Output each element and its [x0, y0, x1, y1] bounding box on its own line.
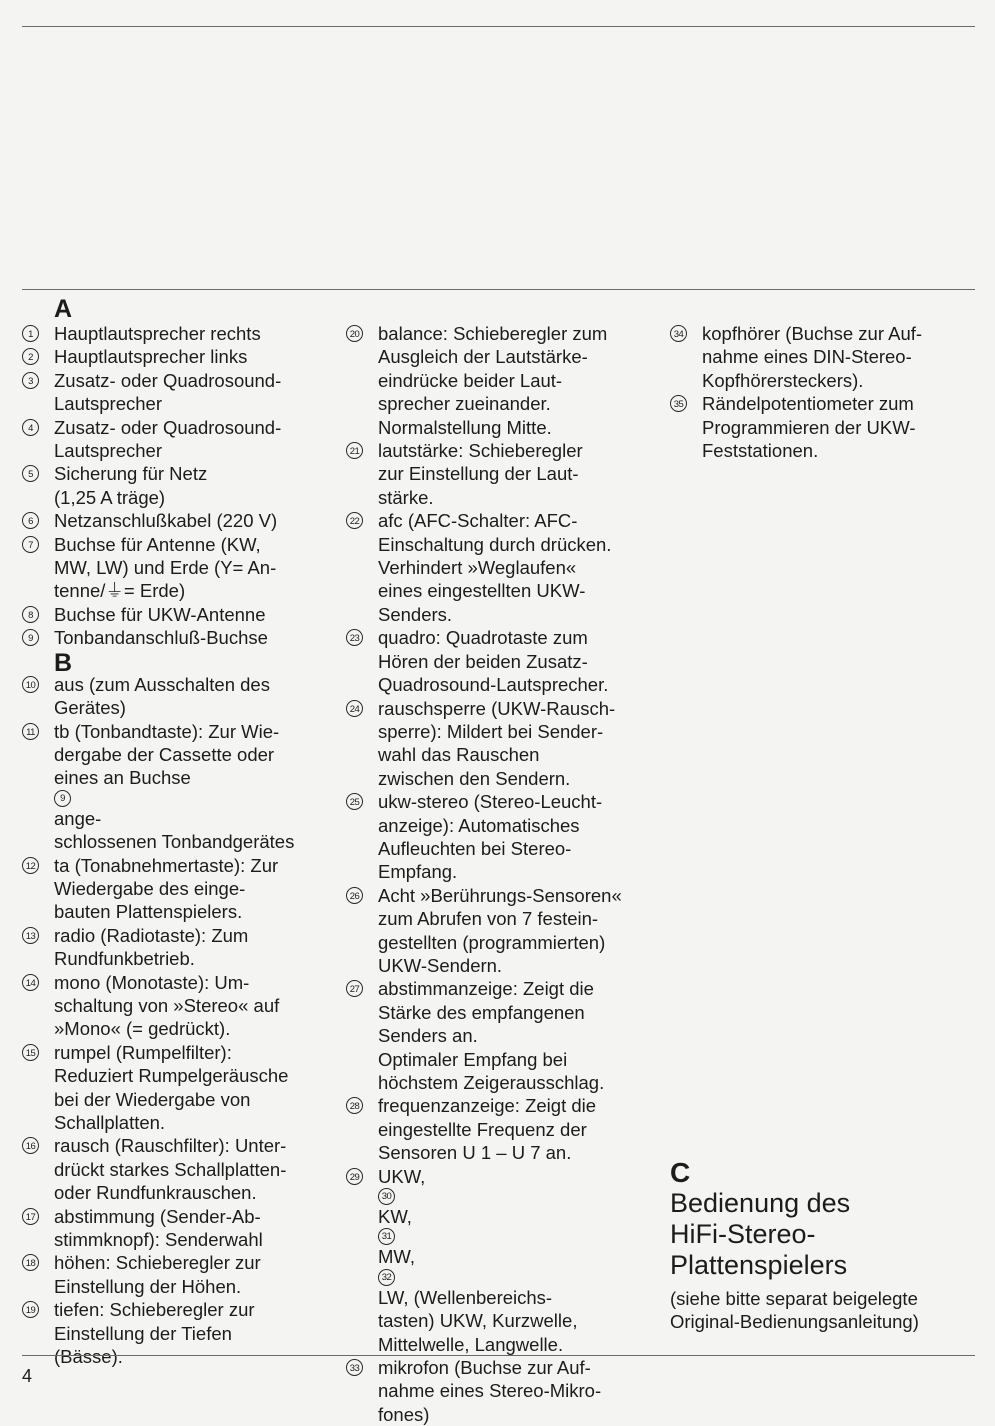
item-line: schlossenen Tonbandgerätes	[54, 831, 295, 853]
item-text	[378, 509, 666, 626]
list-item	[22, 673, 344, 720]
item-line: radio (Radiotaste): Zum	[54, 924, 249, 946]
section-b-list-col3	[670, 322, 975, 462]
item-line: Kopfhörersteckers).	[702, 369, 864, 391]
item-line: tasten) UKW, Kurzwelle,	[378, 1310, 578, 1332]
item-text	[54, 1298, 344, 1368]
item-line: Schallplatten.	[54, 1112, 166, 1133]
item-line: gestellten (programmierten)	[378, 931, 606, 953]
item-line: Wiedergabe des einge-	[54, 877, 246, 899]
item-number-badge: 24	[346, 700, 363, 717]
item-line: nahme eines DIN-Stereo-	[702, 346, 912, 368]
item-line: bei der Wiedergabe von	[54, 1088, 251, 1110]
item-line: quadro: Quadrotaste zum	[378, 627, 588, 649]
item-number-badge: 21	[346, 442, 363, 459]
item-line: (1,25 A träge)	[54, 486, 166, 508]
item-line: Feststationen.	[702, 440, 819, 462]
item-line: Hauptlautsprecher links	[54, 346, 248, 368]
item-number-badge: 9	[22, 629, 39, 646]
item-number-badge: 12	[22, 857, 39, 874]
section-c	[670, 1158, 980, 1333]
page-number: 4	[22, 1366, 33, 1386]
inline-number-badge: 30	[378, 1188, 395, 1205]
item-line: Programmieren der UKW-	[702, 416, 916, 438]
item-line: Ausgleich der Lautstärke-	[378, 346, 588, 368]
list-item	[22, 971, 344, 1041]
item-number-badge: 14	[22, 974, 39, 991]
item-number-badge: 28	[346, 1097, 363, 1114]
list-item	[22, 720, 344, 767]
list-item	[346, 509, 666, 626]
item-line: Acht »Berührungs-Sensoren«	[378, 884, 622, 906]
section-c-heading: C	[670, 1157, 691, 1188]
item-text	[54, 345, 344, 368]
item-text	[378, 884, 666, 978]
item-line: Sensoren U 1 – U 7 an.	[378, 1142, 572, 1164]
item-line: stimmknopf): Senderwahl	[54, 1229, 263, 1251]
item-text	[54, 720, 344, 767]
item-line: wahl das Rauschen	[378, 744, 540, 766]
item-text	[54, 416, 344, 463]
item-line: Tonbandanschluß-Buchse	[54, 627, 268, 649]
item-text	[54, 924, 344, 971]
item-text	[54, 462, 344, 509]
item-line	[54, 766, 344, 830]
item-line: Einschaltung durch drücken.	[378, 533, 612, 555]
item-line: abstimmanzeige: Zeigt die	[378, 978, 594, 1000]
item-text	[378, 977, 666, 1094]
item-line: Mittelwelle, Langwelle.	[378, 1333, 564, 1355]
item-number-badge: 20	[346, 325, 363, 342]
list-item	[346, 697, 666, 791]
list-item	[22, 416, 344, 463]
item-line: Hauptlautsprecher rechts	[54, 323, 261, 344]
title-line: Plattenspielers	[670, 1250, 848, 1280]
list-item	[22, 322, 344, 345]
item-line: Lautsprecher	[54, 393, 162, 415]
item-line: Einstellung der Höhen.	[54, 1275, 242, 1297]
item-line: sperre): Mildert bei Sender-	[378, 720, 604, 742]
item-line: Sicherung für Netz	[54, 463, 208, 485]
item-line: Quadrosound-Lautsprecher.	[378, 674, 609, 696]
item-text	[54, 1134, 344, 1204]
item-text	[378, 1356, 666, 1426]
item-line: zum Abrufen von 7 festein-	[378, 908, 599, 930]
section-b-list-col2	[346, 322, 666, 1165]
item-number-badge: 27	[346, 980, 363, 997]
item-text	[378, 626, 666, 696]
item-line: bauten Plattenspielers.	[54, 901, 243, 923]
section-rule	[22, 289, 975, 290]
item-line: balance: Schieberegler zum	[378, 323, 608, 344]
item-number-badge: 3	[22, 372, 39, 389]
item-number-badge: 4	[22, 419, 39, 436]
item-text	[54, 673, 344, 720]
item-line	[378, 1165, 666, 1269]
item-line: Zusatz- oder Quadrosound-	[54, 416, 282, 438]
item-number-badge: 10	[22, 676, 39, 693]
item-line: ta (Tonabnehmertaste): Zur	[54, 854, 279, 876]
item-text	[54, 322, 344, 345]
list-item	[670, 322, 975, 392]
list-item	[22, 369, 344, 416]
inline-number-badge: 9	[54, 790, 71, 807]
item-line: höchstem Zeigerausschlag.	[378, 1072, 605, 1093]
column-2	[346, 322, 666, 1426]
top-rule	[22, 26, 975, 27]
list-item	[346, 790, 666, 884]
item-text-part: UKW,	[378, 1165, 426, 1187]
item-text	[54, 854, 344, 924]
item-line: fones)	[378, 1403, 430, 1425]
item-text	[54, 509, 344, 532]
item-line: frequenzanzeige: Zeigt die	[378, 1095, 597, 1117]
item-line: lautstärke: Schieberegler	[378, 440, 583, 462]
item-line: eingestellte Frequenz der	[378, 1118, 587, 1140]
item-number-badge: 33	[346, 1359, 363, 1376]
item-line: eindrücke beider Laut-	[378, 369, 563, 391]
item-line: afc (AFC-Schalter: AFC-	[378, 510, 578, 532]
item-text	[54, 369, 344, 416]
item-line: (Bässe).	[54, 1346, 123, 1368]
item-line: ukw-stereo (Stereo-Leucht-	[378, 791, 603, 813]
title-line: HiFi-Stereo-	[670, 1219, 816, 1249]
item-number-badge: 7	[22, 536, 39, 553]
list-item	[346, 439, 666, 509]
item-line: nahme eines Stereo-Mikro-	[378, 1380, 602, 1402]
item-line: oder Rundfunkrauschen.	[54, 1182, 257, 1204]
list-item	[22, 345, 344, 368]
item-line: Lautsprecher	[54, 440, 162, 462]
section-b-heading: B	[54, 648, 73, 677]
item-number-badge: 11	[22, 723, 39, 740]
item-number-badge: 18	[22, 1254, 39, 1271]
item-text	[54, 533, 344, 603]
item-line	[378, 1269, 666, 1309]
item-line: schaltung von »Stereo« auf	[54, 994, 280, 1016]
item-line: kopfhörer (Buchse zur Auf-	[702, 323, 923, 344]
list-item	[22, 1251, 344, 1298]
item-text	[378, 697, 666, 791]
list-item	[346, 626, 666, 696]
item-number-badge: 26	[346, 887, 363, 904]
list-item	[346, 1165, 666, 1356]
list-item	[346, 322, 666, 439]
item-number-badge: 15	[22, 1044, 39, 1061]
section-a-list	[22, 322, 344, 650]
item-text	[54, 603, 344, 626]
item-text	[54, 766, 344, 853]
item-text	[702, 392, 975, 462]
title-line: Bedienung des	[670, 1188, 851, 1218]
item-line: Verhindert »Weglaufen«	[378, 557, 577, 579]
item-number-badge: 13	[22, 927, 39, 944]
list-item-continuation	[22, 766, 344, 853]
item-text	[54, 1205, 344, 1252]
item-line: sprecher zueinander.	[378, 393, 551, 415]
item-line: eines eingestellten UKW-	[378, 580, 586, 602]
section-b-list-col2-end	[346, 1356, 666, 1426]
item-number-badge: 16	[22, 1137, 39, 1154]
item-line: zur Einstellung der Laut-	[378, 463, 579, 485]
item-line: Aufleuchten bei Stereo-	[378, 837, 572, 859]
item-line: Reduziert Rumpelgeräusche	[54, 1065, 289, 1087]
item-line: Buchse für UKW-Antenne	[54, 603, 266, 625]
item-line: Zusatz- oder Quadrosound-	[54, 369, 282, 391]
item-line: rauschsperre (UKW-Rausch-	[378, 697, 616, 719]
item-line: stärke.	[378, 486, 434, 508]
list-item	[22, 603, 344, 626]
item-text-part: MW,	[378, 1246, 415, 1268]
item-line: anzeige): Automatisches	[378, 814, 580, 836]
item-line: Rändelpotentiometer zum	[702, 393, 914, 415]
item-line: Empfang.	[378, 861, 458, 883]
list-item	[22, 924, 344, 971]
section-b-list-col1	[22, 673, 344, 1369]
item-number-badge: 1	[22, 325, 39, 342]
item-line: tenne/⏚= Erde)	[54, 580, 186, 602]
item-text	[54, 1041, 344, 1135]
item-line: mikrofon (Buchse zur Auf-	[378, 1357, 591, 1379]
item-number-badge: 22	[346, 512, 363, 529]
item-text	[378, 439, 666, 509]
list-item	[22, 1041, 344, 1135]
item-number-badge: 23	[346, 629, 363, 646]
item-line: rumpel (Rumpelfilter):	[54, 1041, 232, 1063]
inline-number-badge: 32	[378, 1269, 395, 1286]
note-line: (siehe bitte separat beigelegte	[670, 1288, 918, 1309]
item-number-badge: 2	[22, 348, 39, 365]
item-line: tb (Tonbandtaste): Zur Wie-	[54, 720, 280, 742]
item-text-part: ange-	[54, 807, 102, 829]
item-text	[54, 626, 344, 649]
list-item	[346, 1094, 666, 1164]
item-line: Normalstellung Mitte.	[378, 416, 552, 438]
item-text	[378, 1165, 666, 1356]
list-item	[22, 1134, 344, 1204]
item-line: Senders.	[378, 603, 453, 625]
item-number-badge: 25	[346, 793, 363, 810]
item-line: Hören der beiden Zusatz-	[378, 650, 588, 672]
item-text	[54, 1251, 344, 1298]
item-text-part: eines an Buchse	[54, 767, 191, 789]
item-line: Stärke des empfangenen	[378, 1001, 585, 1023]
list-item	[22, 1298, 344, 1368]
list-item	[22, 854, 344, 924]
item-line: mono (Monotaste): Um-	[54, 971, 250, 993]
list-item	[346, 1356, 666, 1426]
list-item	[22, 1205, 344, 1252]
item-number-badge: 6	[22, 512, 39, 529]
item-number-badge: 19	[22, 1301, 39, 1318]
item-line: Senders an.	[378, 1025, 478, 1047]
section-c-note	[670, 1287, 980, 1333]
list-item	[22, 509, 344, 532]
list-item	[346, 884, 666, 978]
item-line: rausch (Rauschfilter): Unter-	[54, 1135, 287, 1157]
list-item	[22, 626, 344, 649]
column-1	[22, 296, 344, 1368]
list-item	[22, 462, 344, 509]
item-number-badge: 35	[670, 395, 687, 412]
list-item	[22, 533, 344, 603]
item-text	[378, 322, 666, 439]
item-line: drückt starkes Schallplatten-	[54, 1158, 287, 1180]
list-item	[670, 392, 975, 462]
item-line: Rundfunkbetrieb.	[54, 948, 195, 970]
item-text	[378, 1094, 666, 1164]
item-line: Optimaler Empfang bei	[378, 1048, 568, 1070]
list-item	[346, 977, 666, 1094]
item-line: Netzanschlußkabel (220 V)	[54, 510, 278, 532]
item-line: aus (zum Ausschalten des	[54, 673, 270, 695]
item-line: UKW-Sendern.	[378, 954, 503, 976]
item-line: Gerätes)	[54, 697, 126, 719]
item-text	[378, 790, 666, 884]
item-number-badge: 17	[22, 1208, 39, 1225]
section-a-heading: A	[54, 295, 73, 323]
item-line: Einstellung der Tiefen	[54, 1322, 232, 1344]
item-line: MW, LW) und Erde (Y= An-	[54, 557, 277, 579]
item-text	[54, 971, 344, 1041]
bottom-rule	[22, 1355, 975, 1356]
item-line: tiefen: Schieberegler zur	[54, 1299, 255, 1321]
item-line: abstimmung (Sender-Ab-	[54, 1205, 261, 1227]
item-number-badge: 8	[22, 606, 39, 623]
item-line: Buchse für Antenne (KW,	[54, 533, 261, 555]
item-line: zwischen den Sendern.	[378, 767, 571, 789]
item-text	[702, 322, 975, 392]
section-c-title	[670, 1188, 980, 1281]
item-number-badge: 34	[670, 325, 687, 342]
item-line: höhen: Schieberegler zur	[54, 1252, 261, 1274]
item-number-badge: 29	[346, 1168, 363, 1185]
inline-number-badge: 31	[378, 1228, 395, 1245]
item-text-part: KW,	[378, 1206, 412, 1228]
item-number-badge: 5	[22, 465, 39, 482]
item-text-part: LW, (Wellenbereichs-	[378, 1286, 553, 1308]
item-line: dergabe der Cassette oder	[54, 743, 275, 765]
item-line: »Mono« (= gedrückt).	[54, 1018, 231, 1040]
column-3	[670, 322, 975, 462]
note-line: Original-Bedienungsanleitung)	[670, 1311, 919, 1332]
